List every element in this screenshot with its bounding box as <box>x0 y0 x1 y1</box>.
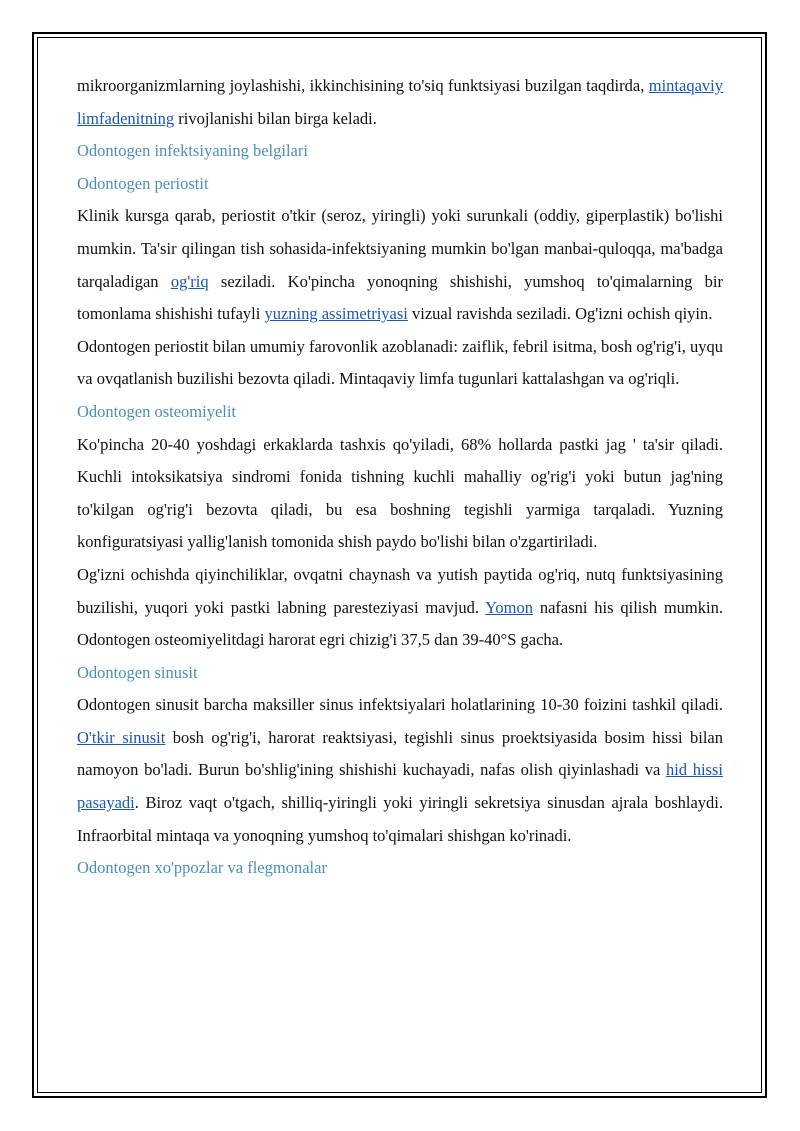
paragraph-text: Odontogen sinusit barcha maksiller sinus infektsiyalari holatlarining 10-30 foizini tashkil qiladi. <box>77 695 723 715</box>
paragraph-text: bosh og'rig'i, harorat reaktsiyasi, tegishli sinus proektsiyasida bosim hissi bilan namoyon bo'ladi. Burun bo'shlig'ining shishishi kuchayadi, nafas olish qiyinlashadi va <box>77 727 723 780</box>
paragraph-text: nafasni his qilish mumkin. Odontogen osteomiyelitdagi harorat egri chizig'i 37,5 dan 39-40°S gacha. <box>77 597 723 650</box>
paragraph-text: . Biroz vaqt o'tgach, shilliq-yiringli yoki yiringli sekretsiya sinusdan ajrala boshlaydi. Infraorbital mintaqa va yonoqning yumshoq to'qimalari shishgan ko'rinadi. <box>77 793 723 845</box>
inline-link[interactable]: hid hissi pasayadi <box>77 760 723 813</box>
paragraph <box>77 70 723 135</box>
section-heading: Odontogen osteomiyelit <box>77 401 237 421</box>
inline-link[interactable]: O'tkir sinusit <box>77 727 166 747</box>
paragraph-text: seziladi. Ko'pincha yonoqning shishishi, yumshoq to'qimalarning bir tomonlama shishishi tufayli <box>77 271 723 324</box>
section-heading: Odontogen periostit <box>77 173 209 193</box>
section-heading: Odontogen sinusit <box>77 662 198 682</box>
paragraph-text: vizual ravishda seziladi. Og'izni ochish qiyin. <box>407 304 713 324</box>
paragraph-text: Og'izni ochishda qiyinchiliklar, ovqatni chaynash va yutish paytida og'riq, nutq funktsiyasining buzilishi, yuqori yoki pastki labning paresteziyasi mavjud. <box>77 564 723 617</box>
section-heading: Odontogen infektsiyaning belgilari <box>77 141 308 161</box>
section-heading: Odontogen xo'ppozlar va flegmonalar <box>77 858 327 878</box>
inline-link[interactable]: Yomon <box>485 597 534 617</box>
paragraph <box>77 200 723 330</box>
paragraph <box>77 429 723 559</box>
paragraph <box>77 689 723 852</box>
inline-link[interactable]: yuzning assimetriyasi <box>264 304 408 324</box>
paragraph-text: Odontogen periostit bilan umumiy farovonlik azoblanadi: zaiflik, febril isitma, bosh og'rig'i, uyqu va ovqatlanish buzilishi bezovta qiladi. Mintaqaviy limfa tugunlari kattalashgan va og'riqli. <box>77 336 723 389</box>
paragraph <box>77 559 723 657</box>
inline-link[interactable]: mintaqaviy limfadenitning <box>77 76 723 128</box>
paragraph-text: rivojlanishi bilan birga keladi. <box>174 108 377 128</box>
paragraph-text: Ko'pincha 20-40 yoshdagi erkaklarda tashxis qo'yiladi, 68% hollarda pastki jag ' ta'sir qiladi. Kuchli intoksikatsiya sindromi fonida tishning kuchli mahalliy og'rig'i yoki butun jag'ning to'kilgan og'rig'i bezovta qiladi, bu esa boshning tegishli yarmiga tarqaladi. Yuzning konfiguratsiyasi yallig'lanish tomonida shish paydo bo'lishi bilan o'zgartiriladi. <box>77 434 723 552</box>
paragraph-text: Klinik kursga qarab, periostit o'tkir (seroz, yiringli) yoki surunkali (oddiy, giperplastik) bo'lishi mumkin. Ta'sir qilingan tish sohasida-infektsiyaning mumkin bo'lgan manbai-quloqqa, ma'badga tarqaladigan <box>77 206 723 291</box>
inline-link[interactable]: og'riq <box>170 271 209 291</box>
paragraph-text: mikroorganizmlarning joylashishi, ikkinchisining to'siq funktsiyasi buzilgan taqdirda, <box>77 76 649 95</box>
document-body <box>77 70 723 885</box>
paragraph <box>77 331 723 396</box>
